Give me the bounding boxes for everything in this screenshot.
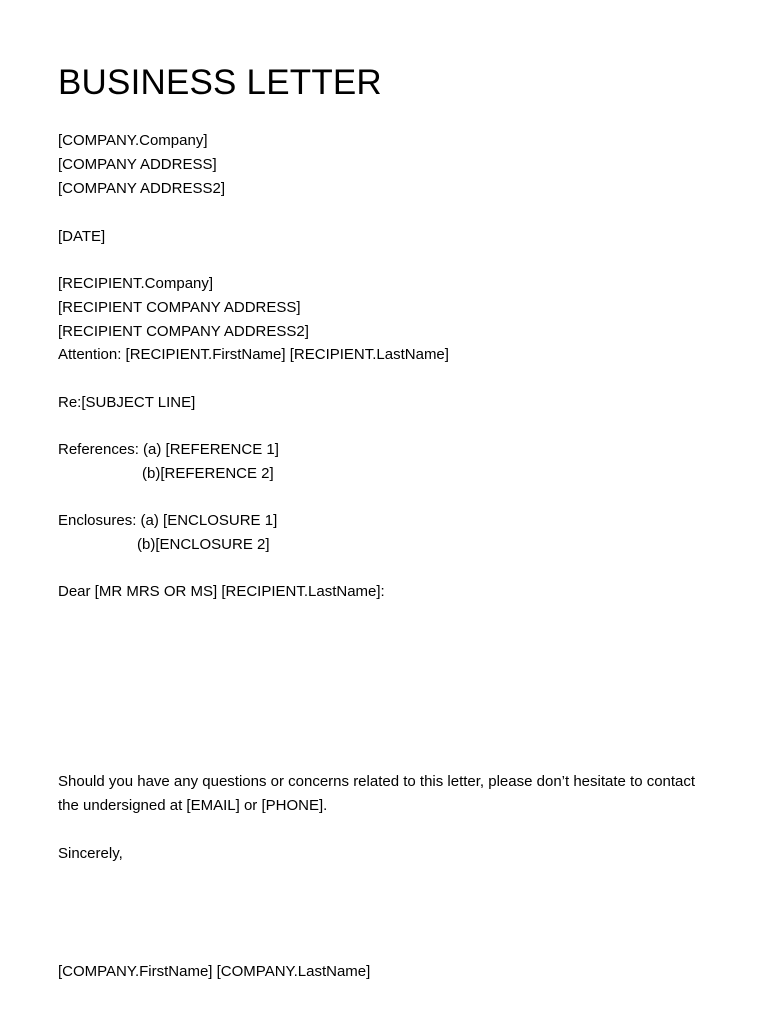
closing-paragraph-line-1: Should you have any questions or concerns related to this letter, please don’t hesitate to contact bbox=[58, 773, 696, 790]
salutation: Dear [MR MRS OR MS] [RECIPIENT.LastName]: bbox=[58, 583, 385, 600]
reference-1: References: (a) [REFERENCE 1] bbox=[58, 441, 279, 458]
attention-line: Attention: [RECIPIENT.FirstName] [RECIPIENT.LastName] bbox=[58, 346, 449, 363]
closing-paragraph-line-2: the undersigned at [EMAIL] or [PHONE]. bbox=[58, 797, 328, 814]
sender-company: [COMPANY.Company] bbox=[58, 132, 208, 149]
subject-line: Re:[SUBJECT LINE] bbox=[58, 394, 196, 411]
recipient-address: [RECIPIENT COMPANY ADDRESS] bbox=[58, 299, 301, 316]
recipient-company: [RECIPIENT.Company] bbox=[58, 275, 214, 292]
sender-address2: [COMPANY ADDRESS2] bbox=[58, 180, 225, 197]
document-title: BUSINESS LETTER bbox=[58, 63, 382, 102]
sign-off: Sincerely, bbox=[58, 845, 123, 862]
recipient-address2: [RECIPIENT COMPANY ADDRESS2] bbox=[58, 323, 309, 340]
sender-address: [COMPANY ADDRESS] bbox=[58, 156, 217, 173]
signature-name: [COMPANY.FirstName] [COMPANY.LastName] bbox=[58, 963, 371, 980]
reference-2: (b)[REFERENCE 2] bbox=[142, 465, 274, 482]
enclosure-1: Enclosures: (a) [ENCLOSURE 1] bbox=[58, 512, 278, 529]
letter-date: [DATE] bbox=[58, 228, 106, 245]
enclosure-2: (b)[ENCLOSURE 2] bbox=[137, 536, 270, 553]
